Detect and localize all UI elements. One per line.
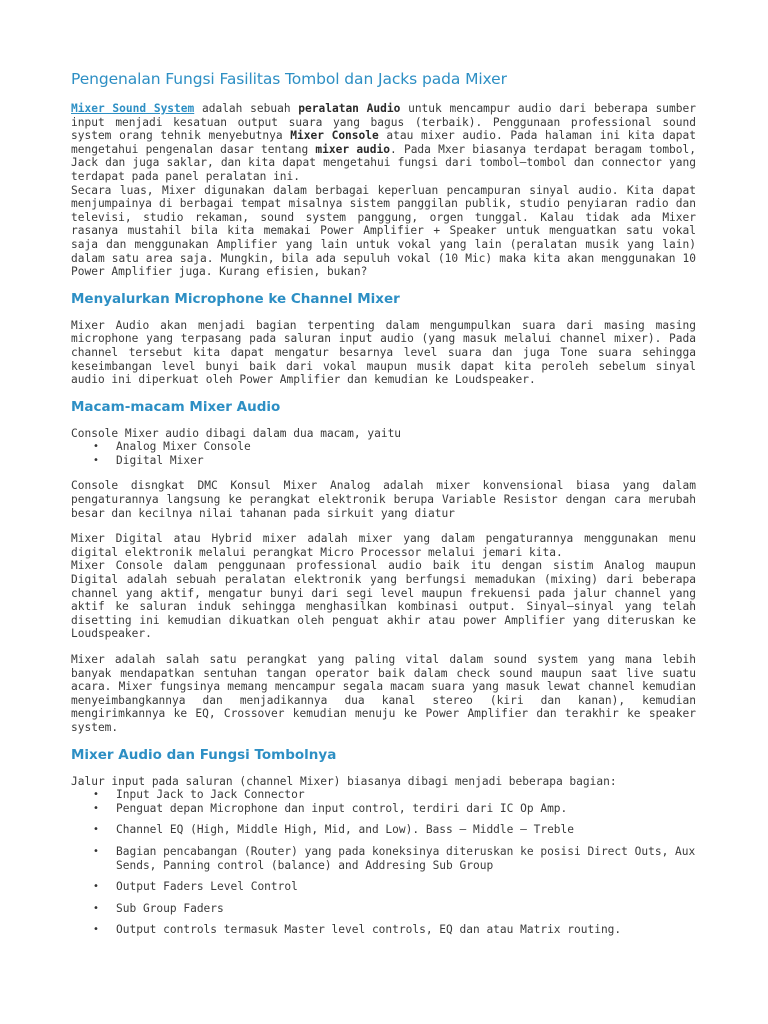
mixer-function-paragraph: Mixer adalah salah satu perangkat yang paling vital dalam sound system yang mana lebih banyak mendapatkan sentuhan tangan operator baik dalam check sound maupun saat live suatu acara. Mixer fungsinya memang mencampur segala macam suara yang masuk lewat channel kemudian menyeimbangkannya dan menjadikannya dua kanal stereo (kiri dan kanan), kemudian mengirimkannya ke EQ, Crossover kemudian menuju ke Power Amplifier dan terakhir ke speaker system. bbox=[71, 653, 696, 734]
section-heading-microphone: Menyalurkan Microphone ke Channel Mixer bbox=[71, 290, 400, 307]
list-item: • Digital Mixer bbox=[71, 454, 696, 468]
analog-mixer-paragraph: Console disngkat DMC Konsul Mixer Analog adalah mixer konvensional biasa yang dalam pengaturannya langsung ke perangkat elektronik berupa Variable Resistor dengan cara merubah besar dan kecilnya nilai tahanan pada sirkuit yang diatur bbox=[71, 479, 696, 520]
section-heading-mixer-buttons: Mixer Audio dan Fungsi Tombolnya bbox=[71, 746, 337, 763]
list-item: • Output Faders Level Control bbox=[71, 880, 696, 894]
mixer-buttons-lead: Jalur input pada saluran (channel Mixer) biasanya dibagi menjadi beberapa bagian: bbox=[71, 774, 617, 788]
mixer-types-list bbox=[71, 440, 696, 467]
intro-paragraph-2: Secara luas, Mixer digunakan dalam berbagai keperluan pencampuran sinyal audio. Kita dapat menjumpainya di berbagai tempat misalnya sistem panggilan publik, studio penyiaran radio dan televisi, studio rekaman, sound system panggung, orgen tunggal. Kalau tidak ada Mixer rasanya mustahil bila kita memakai Power Amplifier + Speaker untuk menguatkan satu vokal saja dan menggunakan Amplifier yang lain untuk vokal yang lain (peralatan musik yang lain) dalam satu area saja. Mungkin, bila ada sepuluh vokal (10 Mic) maka kita akan menggunakan 10 Power Amplifier juga. Kurang efisien, bukan? bbox=[71, 183, 696, 279]
list-item: • Output controls termasuk Master level controls, EQ dan atau Matrix routing. bbox=[71, 923, 696, 937]
section-microphone-paragraph: Mixer Audio akan menjadi bagian terpenting dalam mengumpulkan suara dari masing masing microphone yang terpasang pada saluran input audio (yang masuk melalui channel mixer). Pada channel tersebut kita dapat mengatur besarnya level suara dan juga Tone suara sehingga keseimbangan level bunyi baik dari vokal maupun musik dapat kita peroleh sebelum sinyal audio ini diperkuat oleh Power Amplifier dan kemudian ke Loudspeaker. bbox=[71, 318, 696, 387]
mixer-sound-system-link[interactable]: Mixer Sound System bbox=[71, 102, 195, 115]
mixer-types-lead: Console Mixer audio dibagi dalam dua macam, yaitu bbox=[71, 426, 402, 440]
list-item: • Sub Group Faders bbox=[71, 902, 696, 916]
mixer-buttons-list bbox=[71, 788, 696, 937]
list-item: • Analog Mixer Console bbox=[71, 440, 696, 454]
list-item: • Input Jack to Jack Connector bbox=[71, 788, 696, 802]
list-item: • Channel EQ (High, Middle High, Mid, and Low). Bass – Middle – Treble bbox=[71, 823, 696, 837]
section-heading-mixer-types: Macam-macam Mixer Audio bbox=[71, 398, 281, 415]
page-title: Pengenalan Fungsi Fasilitas Tombol dan Jacks pada Mixer bbox=[71, 70, 507, 88]
list-item: • Bagian pencabangan (Router) yang pada koneksinya diteruskan ke posisi Direct Outs, Aux Sends, Panning control (balance) and Addresing Sub Group bbox=[71, 845, 696, 872]
digital-mixer-paragraph: Mixer Digital atau Hybrid mixer adalah mixer yang dalam pengaturannya menggunakan menu digital elektronik melalui perangkat Micro Processor melalui jemari kita. Mixer Console dalam penggunaan professional audio baik itu dengan sistim Analog maupun Digital adalah sebuah peralatan elektronik yang berfungsi memadukan (mixing) dari beberapa channel yang aktif, mengatur bunyi dari segi level maupun frekuensi pada jalur channel yang aktif ke saluran induk sehingga menghasilkan kombinasi output. Sinyal–sinyal yang telah disetting ini kemudian dikuatkan oleh penguat akhir atau power Amplifier yang diteruskan ke Loudspeaker. bbox=[71, 532, 696, 641]
intro-paragraph: Mixer Sound System adalah sebuah peralatan Audio untuk mencampur audio dari beberapa sumber input menjadi kesatuan output suara yang bagus (terbaik). Penggunaan professional sound system orang tehnik menyebutnya Mixer Console atau mixer audio. Pada halaman ini kita dapat mengetahui pengenalan dasar tentang mixer audio. Pada Mxer biasanya terdapat beragam tombol, Jack dan juga saklar, dan kita dapat mengetahui fungsi dari tombol–tombol dan connector yang terdapat pada panel peralatan ini. Secara luas, Mixer digunakan dalam berbagai keperluan pencampuran sinyal audio. Kita dapat menjumpainya di berbagai tempat misalnya sistem panggilan publik, studio penyiaran radio dan televisi, studio rekaman, sound system panggung, orgen tunggal. Kalau tidak ada Mixer rasanya mustahil bila kita memakai Power Amplifier + Speaker untuk menguatkan satu vokal saja dan menggunakan Amplifier yang lain untuk vokal yang lain (peralatan musik yang lain) dalam satu area saja. Mungkin, bila ada sepuluh vokal (10 Mic) maka kita akan menggunakan 10 Power Amplifier juga. Kurang efisien, bukan? bbox=[71, 102, 696, 279]
list-item: • Penguat depan Microphone dan input control, terdiri dari IC Op Amp. bbox=[71, 802, 696, 816]
